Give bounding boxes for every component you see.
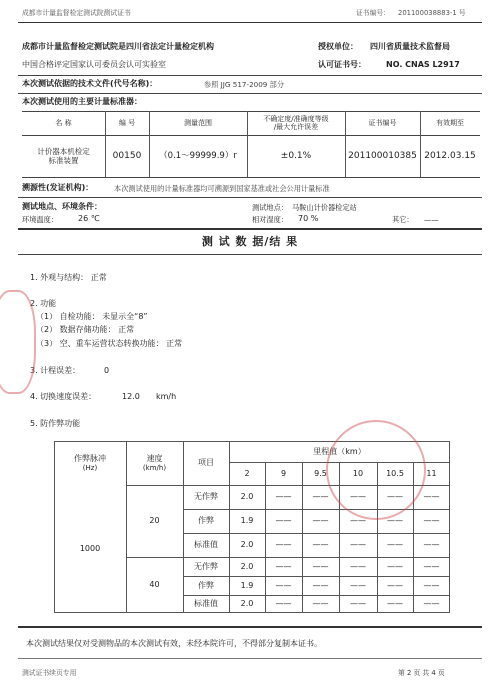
value-cell: —— bbox=[387, 492, 403, 502]
temp-value: 26 ℃ bbox=[78, 214, 100, 223]
mileage-col: 9.5 bbox=[314, 468, 327, 478]
seal-stamp bbox=[0, 290, 36, 394]
value-cell: —— bbox=[387, 561, 403, 571]
value-cell: —— bbox=[275, 561, 292, 571]
result-speed-unit: km/h bbox=[156, 392, 177, 401]
col-cert-header: 证书编号 bbox=[368, 118, 397, 127]
rule bbox=[22, 177, 480, 178]
value-cell: —— bbox=[275, 580, 292, 590]
auth-value: 四川省质量技术监督局 bbox=[370, 42, 450, 51]
col-uncertainty-header: 不确定度/准确度等级 /最大允许误差 bbox=[263, 114, 329, 131]
basis-label: 本次测试依据的技术文件(代号名称)： bbox=[22, 79, 158, 88]
std-range: （0.1～99999.9）r bbox=[159, 150, 237, 161]
institute-statement: 成都市计量监督检定测试院是四川省法定计量检定机构 bbox=[22, 42, 214, 51]
std-cert-no: 201100010385 bbox=[348, 150, 417, 161]
value-cell: 1.9 bbox=[240, 580, 254, 590]
basis-value: 参照 JJG 517-2009 部分 bbox=[204, 80, 285, 89]
std-uncertainty: ±0.1% bbox=[280, 150, 312, 161]
item-cell: 无作弊 bbox=[194, 561, 218, 571]
pulse-value: 1000 bbox=[79, 544, 101, 554]
pulse-header-unit: (Hz) bbox=[82, 463, 98, 472]
result-distance-value: 0 bbox=[104, 366, 110, 375]
accreditation-no-label: 认可证书号： bbox=[318, 60, 366, 69]
std-valid-until: 2012.03.15 bbox=[424, 150, 476, 161]
value-cell: —— bbox=[350, 516, 366, 526]
col-number-header: 编 号 bbox=[118, 118, 136, 127]
result-switch: （3） 空、重车运营状态转换功能： 正常 bbox=[36, 339, 183, 348]
value-cell: —— bbox=[312, 492, 329, 502]
item-cell: 标准值 bbox=[194, 540, 218, 550]
value-cell: —— bbox=[312, 561, 329, 571]
value-cell: —— bbox=[387, 599, 403, 609]
env-label: 测试地点、环境条件： bbox=[22, 202, 102, 211]
value-cell: —— bbox=[423, 580, 440, 590]
rule bbox=[18, 93, 482, 94]
rule bbox=[18, 254, 482, 255]
item-cell: 作弊 bbox=[198, 516, 214, 526]
value-cell: —— bbox=[387, 580, 403, 590]
value-cell: —— bbox=[275, 492, 292, 502]
result-speed-label: 4. 切换速度误差： bbox=[30, 392, 97, 401]
auth-label: 授权单位： bbox=[318, 42, 358, 51]
std-number: 00150 bbox=[112, 150, 142, 161]
result-storage: （2） 数据存储功能： 正常 bbox=[36, 325, 135, 334]
page-number: 第 2 页 共 4 页 bbox=[398, 669, 445, 677]
speed-header-unit: (km/h) bbox=[142, 463, 167, 472]
value-cell: —— bbox=[387, 540, 403, 550]
value-cell: —— bbox=[387, 516, 403, 526]
value-cell: —— bbox=[350, 540, 366, 550]
value-cell: —— bbox=[423, 599, 440, 609]
header-rule bbox=[18, 22, 482, 23]
col-valid-header: 有效期至 bbox=[436, 118, 464, 127]
value-cell: —— bbox=[350, 599, 366, 609]
col-name-header: 名 称 bbox=[55, 118, 72, 127]
other-value: —— bbox=[424, 215, 439, 224]
seal-stamp bbox=[326, 420, 426, 520]
value-cell: —— bbox=[312, 516, 329, 526]
value-cell: 2.0 bbox=[240, 599, 254, 609]
traceability-value: 本次测试使用的计量标准器均可溯源到国家基准或社会公用计量标准 bbox=[114, 184, 330, 193]
rule bbox=[18, 197, 482, 198]
value-cell: —— bbox=[350, 580, 366, 590]
value-cell: —— bbox=[275, 540, 292, 550]
result-selftest: （1） 自检功能： 未显示全“8” bbox=[36, 312, 148, 321]
traceability-label: 溯源性(发证机构)： bbox=[22, 183, 94, 192]
value-cell: —— bbox=[423, 492, 440, 502]
pulse-header bbox=[54, 441, 126, 485]
results-title: 测 试 数 据/结 果 bbox=[201, 235, 299, 248]
std-name: 计价器本机检定 标准装置 bbox=[37, 147, 90, 165]
mileage-col: 2 bbox=[244, 468, 250, 478]
value-cell: —— bbox=[312, 580, 329, 590]
pulse-header-label: 作弊脉冲 bbox=[74, 454, 106, 463]
speed-value: 40 bbox=[149, 580, 160, 590]
rule bbox=[18, 75, 482, 76]
mileage-col: 10 bbox=[352, 468, 364, 478]
humidity-label: 相对湿度： bbox=[252, 215, 288, 224]
value-cell: —— bbox=[312, 599, 329, 609]
result-appearance: 1. 外观与结构： 正常 bbox=[30, 273, 107, 282]
standards-label: 本次测试使用的主要计量标准器： bbox=[22, 97, 142, 106]
accreditation-no: NO. CNAS L2917 bbox=[386, 60, 460, 69]
humidity-value: 70 % bbox=[298, 214, 319, 223]
rule bbox=[18, 658, 482, 659]
result-speed-value: 12.0 bbox=[122, 392, 140, 401]
value-cell: —— bbox=[423, 540, 440, 550]
place-label: 测试地点： bbox=[252, 203, 288, 212]
mileage-header: 里程值（km） bbox=[313, 446, 366, 456]
speed-header-label: 速度 bbox=[146, 454, 163, 463]
item-cell: 标准值 bbox=[194, 599, 218, 609]
mileage-col: 9 bbox=[280, 468, 287, 478]
rule bbox=[18, 228, 482, 230]
value-cell: 2.0 bbox=[240, 540, 254, 550]
speed-header bbox=[126, 441, 183, 485]
temp-label: 环境温度： bbox=[22, 215, 58, 224]
value-cell: 2.0 bbox=[240, 561, 254, 571]
result-function-heading: 2. 功能 bbox=[30, 299, 57, 308]
value-cell: —— bbox=[423, 561, 440, 571]
value-cell: —— bbox=[275, 516, 292, 526]
cert-number: 201100038883-1 号 bbox=[398, 9, 466, 17]
footer-left: 测试证书续页专用 bbox=[22, 669, 77, 677]
mileage-col: 10.5 bbox=[386, 468, 404, 478]
header-title: 成都市计量监督检定测试院测试证书 bbox=[22, 9, 131, 17]
item-cell: 作弊 bbox=[198, 580, 214, 590]
value-cell: —— bbox=[350, 561, 366, 571]
value-cell: —— bbox=[350, 492, 366, 502]
cert-number-label: 证书编号： bbox=[356, 9, 390, 17]
speed-value: 20 bbox=[149, 516, 160, 526]
other-label: 其它： bbox=[392, 215, 414, 224]
item-cell: 无作弊 bbox=[194, 492, 218, 502]
footer-notice: 本次测试结果仅对受测物品的本次测试有效，未经本院许可，不得部分复制本证书。 bbox=[26, 639, 322, 648]
value-cell: —— bbox=[275, 599, 292, 609]
col-range-header: 测量范围 bbox=[184, 118, 212, 127]
accreditation-statement: 中国合格评定国家认可委员会认可实验室 bbox=[22, 60, 166, 69]
value-cell: —— bbox=[423, 516, 440, 526]
value-cell: 1.9 bbox=[240, 516, 254, 526]
rule bbox=[18, 626, 482, 628]
mileage-col: 11 bbox=[426, 468, 437, 478]
place-value: 马鞍山计价器检定站 bbox=[292, 203, 357, 212]
result-distance-label: 3. 计程误差： bbox=[30, 366, 81, 375]
value-cell: —— bbox=[312, 540, 329, 550]
result-anticheat-heading: 5. 防作弊功能 bbox=[30, 419, 81, 428]
item-header: 项目 bbox=[198, 458, 214, 468]
value-cell: 2.0 bbox=[240, 492, 254, 502]
